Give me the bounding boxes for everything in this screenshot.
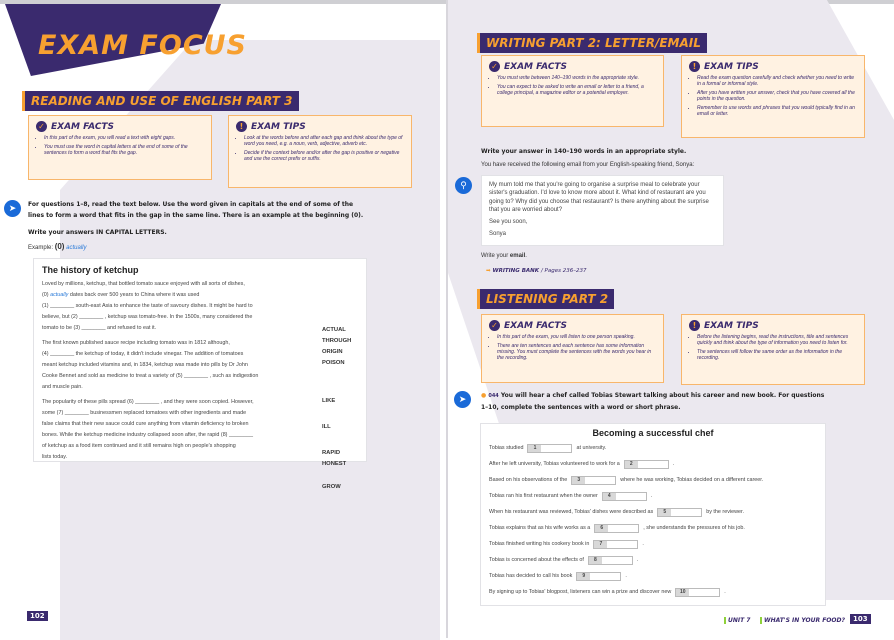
tip-item: • The sentences will follow the same order as the information in the recording. [697, 349, 857, 361]
page-number: 103 [850, 614, 871, 624]
fact-item: • You must use the word in capital letters at the end of some of the sentences to form a word that fits the gap. [44, 144, 204, 156]
chef-title: Becoming a successful chef [592, 428, 714, 438]
fact-item: • You must write between 140–190 words in the appropriate style. [497, 75, 656, 81]
chef-task-card [480, 423, 826, 606]
text-title: The history of ketchup [42, 265, 139, 275]
sentence-row [489, 472, 817, 488]
question-number: 7 [594, 541, 607, 548]
text-line: of ketchup as a food item continued and it still remains high on people's shopping [42, 443, 236, 449]
received-text: You have received the following email from your English-speaking friend, Sonya: [481, 162, 695, 168]
write-instruction: Write your answers IN CAPITAL LETTERS. [28, 229, 167, 236]
exam-facts-box [481, 314, 664, 383]
tip-item: • Remember to use words and phrases that you would typically find in an email or letter. [697, 105, 857, 117]
answer-input[interactable] [588, 556, 633, 565]
tip-item: • Look at the words before and after each gap and think about the type of word you need, e.g. a noun, verb, adjective, adverb etc. [244, 135, 404, 147]
instruction-text: For questions 1–8, read the text below. Use the word given in capitals at the end of some of the lines to form a word that fits in the gap in the same line. There is an example at the beginning (0). [28, 201, 364, 219]
tip-item: • Decide if the context before and/or after the gap is positive or negative and use the correct prefix or suffix. [244, 150, 404, 162]
sentence-end: . [650, 493, 653, 499]
exam-tips-box [228, 115, 412, 188]
sentence-end: at university. [576, 445, 607, 451]
sentence-start: Tobias has decided to call his book [489, 573, 573, 579]
exam-facts-box [28, 115, 212, 180]
sentence-end: . [672, 461, 675, 467]
arrow-icon: ➡ [486, 268, 491, 274]
text-line: tomato to be (3) ________ and refused to eat it. [42, 325, 157, 331]
text-line: (0) actually dates back over 500 years to China where it was used [42, 292, 200, 298]
text-line: some (7) ________ businessmen replaced tomatoes with other ingredients and made [42, 410, 247, 416]
answer-input[interactable] [657, 508, 702, 517]
text-line: (1) ________ south-east Asia to enhance the taste of savoury dishes. It might be hard to [42, 303, 253, 309]
keyword: LIKE [322, 398, 336, 404]
sentence-row [489, 552, 817, 568]
keyword: POISON [322, 360, 345, 366]
sentence-end: by the reviewer. [706, 509, 744, 515]
sentence-end: . [625, 573, 627, 579]
sentence-start: Tobias studied [489, 445, 524, 451]
example-answer-inline: actually [50, 292, 69, 298]
writing-bank-pages: / Pages 236–237 [540, 268, 587, 274]
answer-input[interactable] [594, 524, 639, 533]
example-line [28, 242, 86, 251]
answer-input[interactable] [527, 444, 572, 453]
keyword: HONEST [322, 461, 347, 467]
question-number: 2 [625, 461, 638, 468]
fact-item: • You can expect to be asked to write an email or letter to a friend, a college principal, a magazine editor or a potential employer. [497, 84, 656, 96]
text-line: (4) ________ the ketchup of today, it didn't include vinegar. The addition of tomatoes [42, 351, 244, 357]
sentence-row [489, 488, 817, 504]
text-line: The first known published sauce recipe including tomato was in 1812 although, [42, 340, 230, 346]
answer-input[interactable] [624, 460, 669, 469]
sentence-row [489, 440, 817, 456]
sentence-end: , she understands the pressures of his job. [643, 525, 745, 531]
example-answer: actually [66, 245, 87, 251]
email-signoff: See you soon, [489, 219, 528, 226]
question-number: 3 [572, 477, 585, 484]
question-number: 4 [603, 493, 616, 500]
sentence-row [489, 520, 817, 536]
exam-facts-title: EXAM FACTS [504, 320, 568, 331]
section-heading-reading: READING AND USE OF ENGLISH PART 3 [22, 91, 299, 111]
check-icon: ✓ [36, 121, 47, 132]
sentence-start: By signing up to Tobias' blogpost, listeners can win a prize and discover new [489, 589, 672, 595]
sentence-end: . [724, 589, 726, 595]
write-email-pre: Write your [481, 253, 510, 259]
example-label: Example: [28, 245, 54, 251]
exam-tips-title: EXAM TIPS [704, 320, 759, 331]
section-heading-writing: WRITING PART 2: LETTER/EMAIL [477, 33, 707, 53]
email-body: My mum told me that you're going to organise a surprise meal to celebrate your sister's graduation. I'd love to know more about it. What kind of restaurant are you going to? Why did you choose that restaurant? Is there anything about the surprise that you are worried about? [489, 182, 709, 213]
exam-facts-title: EXAM FACTS [51, 121, 115, 132]
page-gutter [446, 0, 448, 638]
sentence-row [489, 504, 817, 520]
text-line: lists today. [42, 454, 68, 460]
exam-tips-title: EXAM TIPS [704, 61, 759, 72]
exam-facts-box [481, 55, 664, 127]
check-icon: ✓ [489, 61, 500, 72]
exam-tips-box [681, 55, 865, 138]
write-answer-instruction: Write your answer in 140–190 words in an appropriate style. [481, 148, 687, 155]
sentence-row [489, 536, 817, 552]
sentence-row [489, 568, 817, 584]
fact-item: • There are ten sentences and each sentence has some information missing. You must complete the sentences with the words you hear in the recording. [497, 343, 656, 361]
exclamation-icon: ! [689, 61, 700, 72]
text-line: Loved by millions, ketchup, that bottled tomato sauce enjoyed with all sorts of dishes, [42, 281, 245, 287]
example-number: (0) [54, 242, 65, 251]
question-number: 5 [658, 509, 671, 516]
question-number: 8 [589, 557, 602, 564]
answer-input[interactable] [602, 492, 647, 501]
writing-bank-label: WRITING BANK [492, 268, 540, 274]
check-icon: ✓ [489, 320, 500, 331]
sentence-start: Based on his observations of the [489, 477, 568, 483]
text-line: Cooke Bennet and sold as medicine to treat a variety of (5) ________ , such as indigestion [42, 373, 259, 379]
question-number: 6 [595, 525, 608, 532]
keyword: ORIGIN [322, 349, 343, 355]
exam-facts-title: EXAM FACTS [504, 61, 568, 72]
keyword: ILL [322, 424, 331, 430]
text-line: believe, but (2) ________ , ketchup was tomato-free. In the 1500s, many considered the [42, 314, 253, 320]
question-number: 9 [577, 573, 590, 580]
text-line: bones. While the ketchup medicine industry collapsed soon after, the rapid (8) ________ [42, 432, 253, 438]
sentence-end: . [636, 557, 639, 563]
sentence-end: where he was working, Tobias decided on a different career. [620, 477, 764, 483]
sentence-row [489, 456, 817, 472]
email-name: Sonya [489, 231, 507, 238]
email-card [481, 175, 724, 246]
exam-tips-box [681, 314, 865, 385]
keyword: ACTUAL [322, 327, 346, 333]
zoom-icon[interactable]: ⚲ [455, 177, 472, 194]
keyword: THROUGH [322, 338, 352, 344]
keyword: GROW [322, 484, 341, 490]
exam-tips-title: EXAM TIPS [251, 121, 306, 132]
write-email-bold: email [509, 253, 526, 259]
sentence-start: Tobias is concerned about the effects of [489, 557, 584, 563]
tip-item: • Before the listening begins, read the instructions, title and sentences quickly and think about the type of information you need to listen for. [697, 334, 857, 346]
exclamation-icon: ! [689, 320, 700, 331]
question-number: 10 [676, 589, 689, 596]
answer-input[interactable] [576, 572, 621, 581]
answer-input[interactable] [593, 540, 638, 549]
sentence-start: Tobias ran his first restaurant when the owner [489, 493, 598, 499]
answer-input[interactable] [571, 476, 616, 485]
cursor-icon[interactable]: ➤ [4, 200, 21, 217]
section-heading-listening: LISTENING PART 2 [477, 289, 614, 309]
keyword: RAPID [322, 450, 341, 456]
exclamation-icon: ! [236, 121, 247, 132]
sentence-start: Tobias explains that as his wife works as a [489, 525, 591, 531]
tip-item: • Read the exam question carefully and check whether you need to write in a formal or informal style. [697, 75, 857, 87]
sentence-start: When his restaurant was reviewed, Tobias' dishes were described as [489, 509, 654, 515]
track-number: 044 [488, 393, 499, 399]
writing-bank-link[interactable] [486, 268, 586, 274]
sentence-start: After he left university, Tobias volunteered to work for a [489, 461, 620, 467]
audio-icon[interactable]: ● [481, 392, 487, 399]
sentence-row [489, 584, 817, 600]
fact-item: • In this part of the exam, you will read a text with eight gaps. [44, 135, 204, 141]
ketchup-text-card [33, 258, 367, 462]
sentence-end: . [642, 541, 644, 547]
footer-title: WHAT'S IN YOUR FOOD? [760, 617, 845, 624]
text-line: and muscle pain. [42, 384, 83, 390]
text-line: false claims that their new sauce could cure anything from vitamin deficiency to broken [42, 421, 249, 427]
listening-instruction [481, 390, 831, 413]
text-line: meant ketchup included vitamins and, in 1834, ketchup was made into pills by Dr John [42, 362, 248, 368]
answer-input[interactable] [675, 588, 720, 597]
text-line: The popularity of these pills spread (6) ________ , and they were soon copied. However, [42, 399, 254, 405]
fact-item: • In this part of the exam, you will listen to one person speaking. [497, 334, 656, 340]
listening-instruction-text: You will hear a chef called Tobias Stewart talking about his career and new book. For questions 1–10, complete the sentences with a word or short phrase. [481, 392, 825, 411]
exam-focus-title: EXAM FOCUS [38, 30, 248, 61]
footer-unit: UNIT 7 [724, 617, 750, 624]
page-number: 102 [27, 611, 48, 621]
question-number: 1 [528, 445, 541, 452]
write-email-text: Write your email. [481, 253, 527, 259]
cursor-icon[interactable]: ➤ [454, 391, 471, 408]
tip-item: • After you have written your answer, check that you have covered all the points in the question. [697, 90, 857, 102]
sentence-start: Tobias finished writing his cookery book in [489, 541, 590, 547]
